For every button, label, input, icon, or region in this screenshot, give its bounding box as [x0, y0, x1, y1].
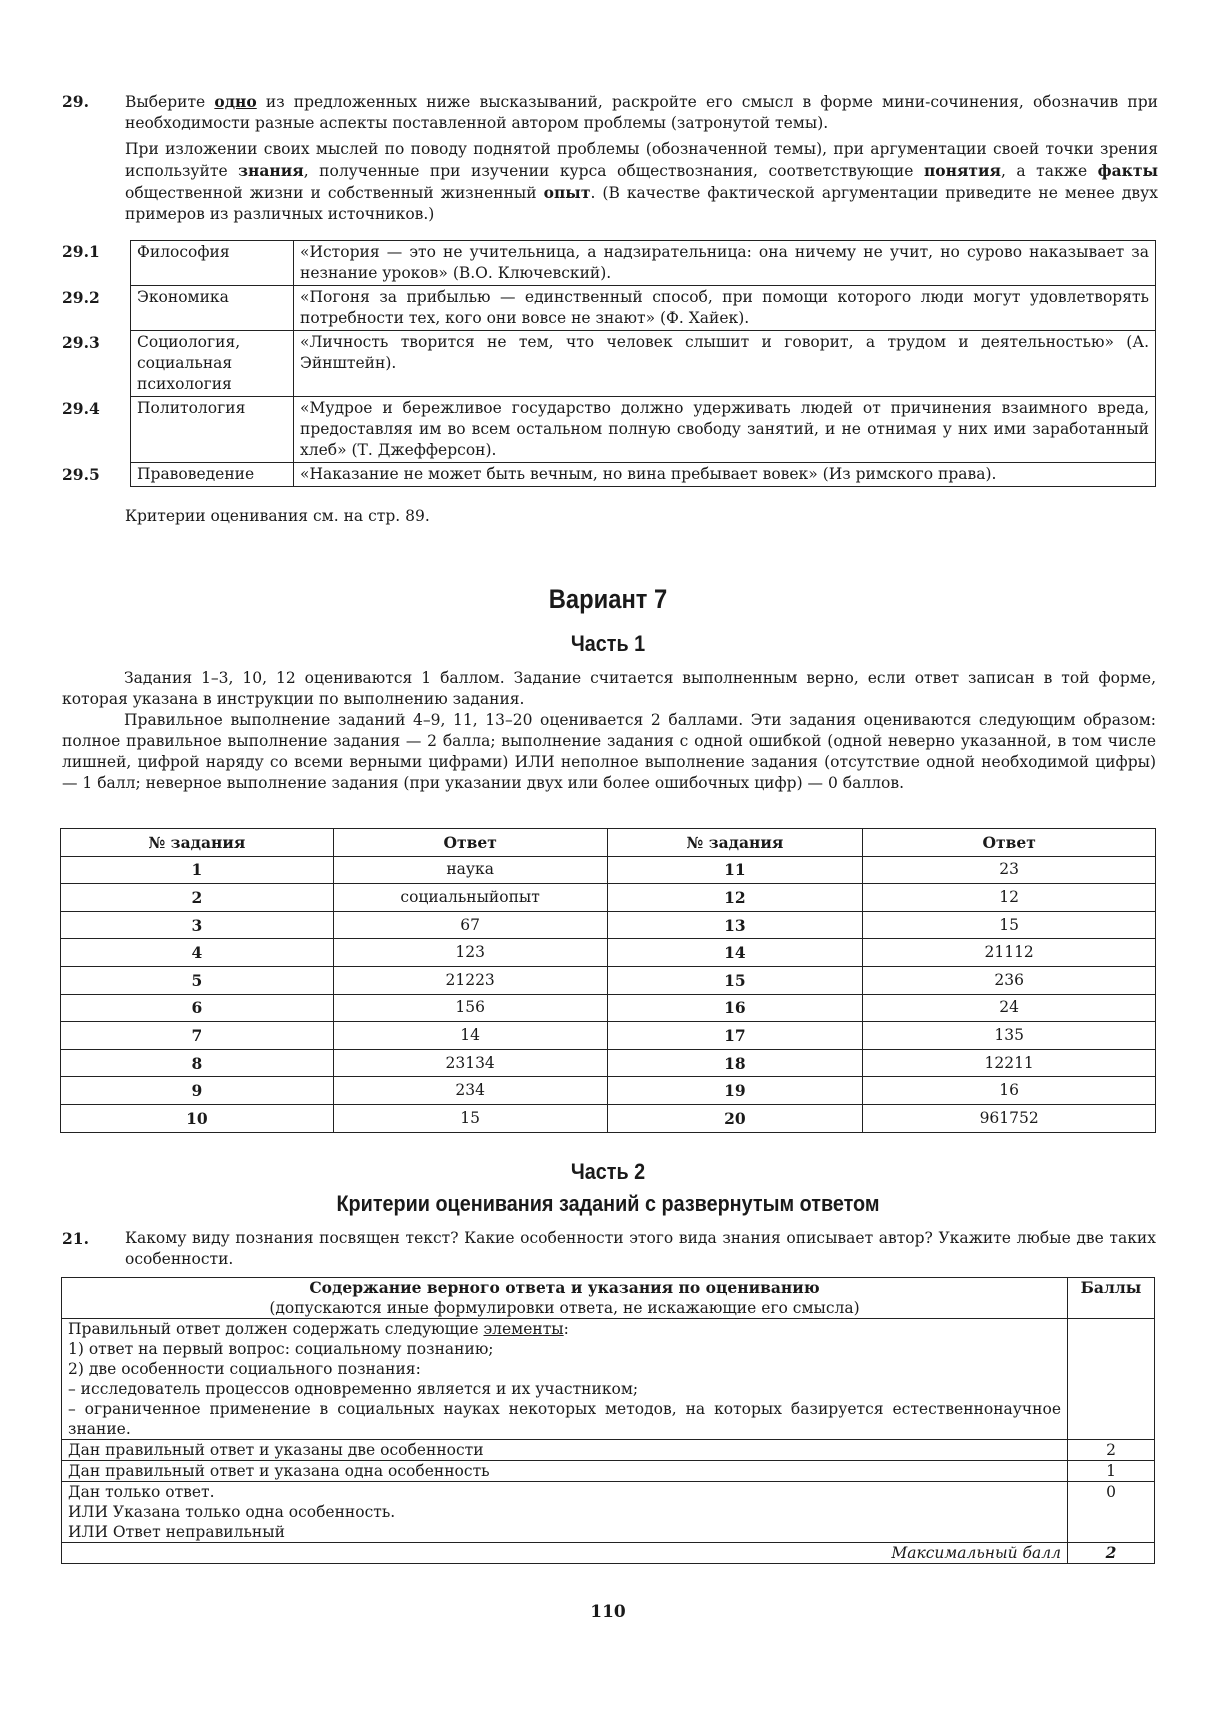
criteria-row: [62, 1482, 1155, 1543]
quote-number: 29.1: [62, 242, 100, 261]
max-score-label: Максимальный балл: [62, 1543, 1068, 1564]
table-row: [61, 1049, 1156, 1077]
quote-number: 29.2: [62, 288, 100, 307]
answer-cell: 23: [863, 856, 1156, 884]
intro-paragraph: Задания 1–3, 10, 12 оцениваются 1 баллом. Задание считается выполненным верно, если ответ записан в той форме, которая указана в инструкции по выполнению задания.: [62, 669, 1156, 708]
table-row: [61, 1104, 1156, 1132]
task-text: Какому виду познания посвящен текст? Какие особенности этого вида знания описывает автор? Укажите любые две таких особенности.: [125, 1229, 1156, 1268]
task-number-cell: 7: [61, 1022, 334, 1050]
quote-text: «Наказание не может быть вечным, но вина пребывает вовек» (Из римского права).: [300, 465, 997, 483]
quote-text: «История — это не учительница, а надзирательница: она ничему не учит, но сурово наказывает за незнание уроков» (В.О. Ключевский).: [300, 243, 1149, 282]
answer-cell: 12211: [863, 1049, 1156, 1077]
answer-cell: 123: [333, 939, 607, 967]
quote-text: «Погоня за прибылью — единственный способ, при помощи которого люди могут удовлетворять потребности тех, кого они вовсе не знают» (Ф. Хайек).: [300, 288, 1149, 327]
task-number-cell: 13: [607, 911, 863, 939]
task-number-cell: 1: [61, 856, 334, 884]
part2-subtitle: Критерии оценивания заданий с развернутым ответом: [336, 1191, 880, 1216]
answer-cell: 23134: [333, 1049, 607, 1077]
column-header: № задания: [61, 829, 334, 857]
task-number-cell: 19: [607, 1077, 863, 1105]
table-row: [61, 884, 1156, 912]
task-21: [62, 1228, 1156, 1270]
quote-text: «Личность творится не тем, что человек слышит и говорит, а трудом и деятельностью» (А. Эйнштейн).: [300, 333, 1149, 372]
task-number-cell: 14: [607, 939, 863, 967]
score-cell: [1068, 1319, 1155, 1440]
score-cell: 1: [1068, 1461, 1155, 1482]
table-row: [61, 1022, 1156, 1050]
task-number-cell: 3: [61, 911, 334, 939]
task-number-cell: 6: [61, 994, 334, 1022]
task-number-cell: 16: [607, 994, 863, 1022]
criteria-header-row: [62, 1278, 1155, 1319]
quote-subject: Экономика: [131, 286, 294, 330]
column-header: Ответ: [863, 829, 1156, 857]
quote-row: [62, 286, 1156, 331]
column-header: № задания: [607, 829, 863, 857]
quotes-table: [62, 240, 1156, 487]
task-number-cell: 8: [61, 1049, 334, 1077]
answer-cell: 12: [863, 884, 1156, 912]
criteria-reference: Критерии оценивания см. на стр. 89.: [125, 507, 430, 525]
answer-cell: 15: [333, 1104, 607, 1132]
task-number-cell: 5: [61, 966, 334, 994]
column-header: Ответ: [333, 829, 607, 857]
criteria-header: Содержание верного ответа и указания по оцениванию (допускаются иные формулировки ответа, не искажающие его смысла): [62, 1278, 1068, 1319]
quote-subject: Политология: [131, 397, 294, 462]
score-cell: 2: [1068, 1440, 1155, 1461]
answers-table: [60, 828, 1156, 1133]
task-number-cell: 15: [607, 966, 863, 994]
quote-subject: Социология, социальная психология: [131, 331, 294, 396]
task-number-cell: 11: [607, 856, 863, 884]
task-number-cell: 12: [607, 884, 863, 912]
answer-cell: наука: [333, 856, 607, 884]
answer-cell: 67: [333, 911, 607, 939]
quote-number: 29.5: [62, 465, 100, 484]
answer-cell: социальныйопыт: [333, 884, 607, 912]
part1-title: Часть 1: [570, 631, 646, 656]
task-29: [62, 91, 1158, 230]
page-number: 110: [590, 1602, 626, 1622]
task-guidance: При изложении своих мыслей по поводу поднятой проблемы (обозначенной темы), при аргументации своей точки зрения используйте знания, полученные при изучении курса обществознания, соответствующие понятия, а также факты общественной жизни и собственный жизненный опыт. (В качестве фактической аргументации приведите не менее двух примеров из различных источников.): [125, 140, 1158, 223]
answer-cell: 21112: [863, 939, 1156, 967]
answer-cell: 156: [333, 994, 607, 1022]
criteria-table: [61, 1277, 1155, 1564]
emphasis-one: одно: [214, 92, 257, 111]
answer-content-row: [62, 1319, 1155, 1440]
quote-number: 29.3: [62, 333, 100, 352]
table-row: [61, 966, 1156, 994]
quote-row: [62, 331, 1156, 397]
answer-cell: 21223: [333, 966, 607, 994]
criteria-text: Дан правильный ответ и указана одна особенность: [62, 1461, 1068, 1482]
table-row: [61, 939, 1156, 967]
quote-subject: Правоведение: [131, 463, 294, 486]
criteria-text: Дан только ответ. ИЛИ Указана только одна особенность. ИЛИ Ответ неправильный: [62, 1482, 1068, 1543]
answer-cell: 135: [863, 1022, 1156, 1050]
max-score-value: 2: [1068, 1543, 1155, 1564]
criteria-row: [62, 1440, 1155, 1461]
part2-title: Часть 2: [570, 1159, 646, 1184]
task-number: 21.: [62, 1229, 89, 1248]
task-number-cell: 18: [607, 1049, 863, 1077]
task-number-cell: 17: [607, 1022, 863, 1050]
variant-title: Вариант 7: [548, 584, 668, 614]
task-number-cell: 20: [607, 1104, 863, 1132]
table-row: [61, 1077, 1156, 1105]
part1-intro: [62, 668, 1156, 794]
intro-paragraph: Правильное выполнение заданий 4–9, 11, 13–20 оценивается 2 баллами. Эти задания оцениваются следующим образом: полное правильное выполнение задания — 2 балла; выполнение задания с одной ошибкой (одной неверно указанной, в том числе лишней, цифрой наряду со всеми верными цифрами) ИЛИ неполное выполнение задания (отсутствие одной необходимой цифры) — 1 балл; неверное выполнение задания (при указании двух или более ошибочных цифр) — 0 баллов.: [62, 711, 1156, 792]
quote-row: [62, 397, 1156, 463]
score-header: Баллы: [1068, 1278, 1155, 1319]
answer-cell: 234: [333, 1077, 607, 1105]
criteria-row: [62, 1461, 1155, 1482]
quote-row: [62, 240, 1156, 286]
task-number-cell: 9: [61, 1077, 334, 1105]
table-row: [61, 856, 1156, 884]
quote-text: «Мудрое и бережливое государство должно удерживать людей от причинения взаимного вреда, предоставляя им во всем остальном полную свободу занятий, и не отнимая у них ими заработанный хлеб» (Т. Джефферсон).: [300, 399, 1149, 459]
task-number-cell: 10: [61, 1104, 334, 1132]
criteria-text: Дан правильный ответ и указаны две особенности: [62, 1440, 1068, 1461]
task-text: [125, 91, 1158, 225]
quote-number: 29.4: [62, 399, 100, 418]
answers-header-row: [61, 829, 1156, 857]
task-number: 29.: [62, 92, 89, 111]
score-cell: 0: [1068, 1482, 1155, 1543]
answer-cell: 15: [863, 911, 1156, 939]
task-number-cell: 2: [61, 884, 334, 912]
answer-content: Правильный ответ должен содержать следующие элементы: 1) ответ на первый вопрос: социальному познанию; 2) две особенности социального познания: – исследователь процессов одновременно является и их участником; – ограниченное применение в социальных науках некоторых методов, на которых базируется естественнонаучное знание.: [62, 1319, 1068, 1440]
answer-cell: 236: [863, 966, 1156, 994]
answer-cell: 16: [863, 1077, 1156, 1105]
task-instruction: Выберите одно из предложенных ниже высказываний, раскройте его смысл в форме мини-сочинения, обозначив при необходимости разные аспекты поставленной автором проблемы (затронутой темы).: [125, 92, 1158, 132]
task-number-cell: 4: [61, 939, 334, 967]
table-row: [61, 911, 1156, 939]
table-row: [61, 994, 1156, 1022]
max-score-row: [62, 1543, 1155, 1564]
answer-cell: 961752: [863, 1104, 1156, 1132]
answer-cell: 14: [333, 1022, 607, 1050]
quote-subject: Философия: [131, 241, 294, 285]
answer-cell: 24: [863, 994, 1156, 1022]
quote-row: [62, 463, 1156, 487]
